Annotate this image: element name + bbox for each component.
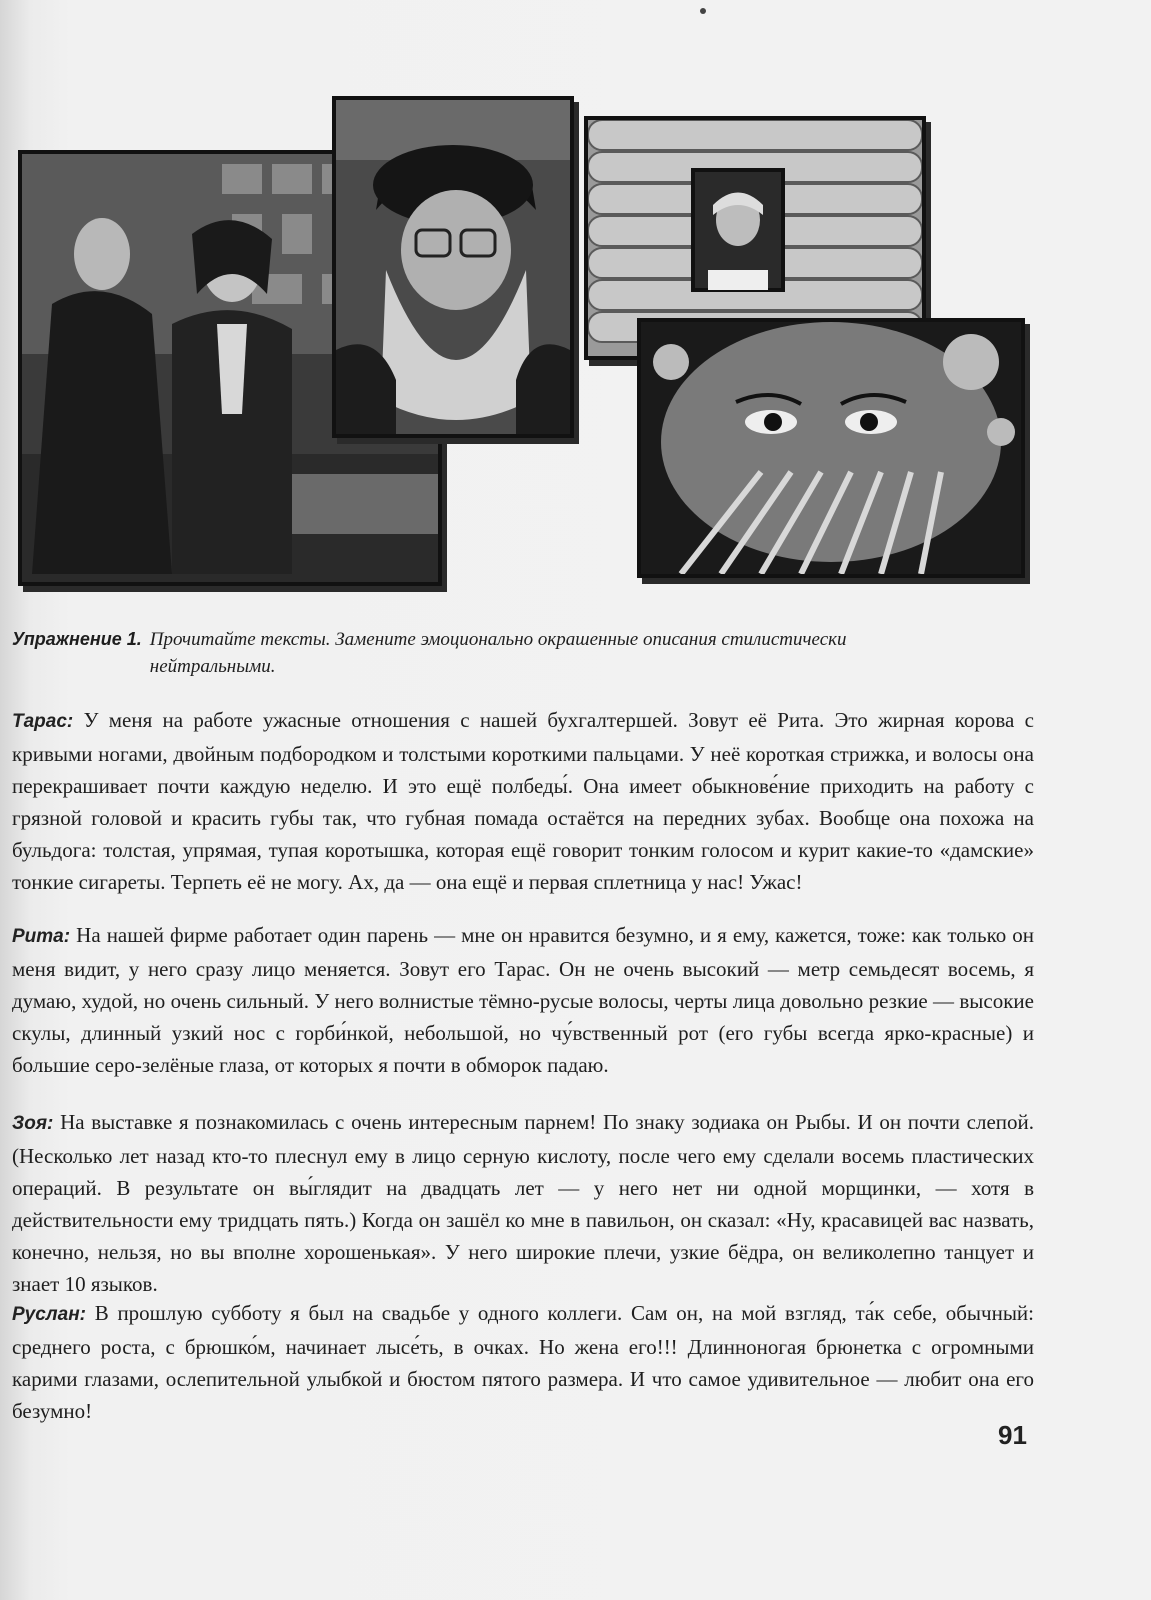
speaker-name: Руслан:	[12, 1304, 95, 1325]
photo-bearded-man	[332, 96, 574, 438]
paragraph-rita	[12, 919, 1034, 1081]
paragraph-text: В прошлую субботу я был на свадьбе у одного коллеги. Сам он, на мой взгляд, та́к себе, обычный: среднего роста, с брюшко́м, начинает лысе́ть, в очках. Но жена его!!! Длинноногая брюнетка с огромными карими глазами, ослепительной улыбкой и бюстом пятого размера. И что самое удивительное — любит она его безумно!	[12, 1301, 1034, 1423]
speaker-name: Зоя:	[12, 1113, 61, 1134]
paragraph-text: На выставке я познакомилась с очень интересным парнем! По знаку зодиака он Рыбы. И он почти слепой. (Несколько лет назад кто-то плеснул ему в лицо серную кислоту, после чего ему сделали восемь пластических операций. В результате он вы́глядит на двадцать лет — у него нет ни одной морщинки, — хотя в действительности ему тридцать пять.) Когда он зашёл ко мне в павильон, он сказал: «Ну, красавицей вас назвать, конечно, нельзя, но вы вполне хорошенькая». У него широкие плечи, узкие бёдра, он великолепно танцует и знает 10 языков.	[12, 1110, 1034, 1296]
paragraph-text: На нашей фирме работает один парень — мне он нравится безумно, и я ему, кажется, тоже: как только он меня видит, у него сразу лицо меняется. Зовут его Тарас. Он не очень высокий — метр семьдесят восемь, я думаю, худой, но очень сильный. У него волнистые тёмно-русые волосы, черты лица довольно резкие — высокие скулы, длинный узкий нос с горби́нкой, небольшой, но чу́вственный рот (его губы всегда ярко-красные) и большие серо-зелёные глаза, от которых я почти в обморок падаю.	[12, 923, 1034, 1077]
paragraph-text: У меня на работе ужасные отношения с нашей бухгалтершей. Зовут её Рита. Это жирная корова с кривыми ногами, двойным подбородком и толстыми короткими пальцами. У неё короткая стрижка, и волосы она перекрашивает почти каждую неделю. И это ещё полбеды́. Она имеет обыкнове́ние приходить на работу с грязной головой и красить губы так, что губная помада остаётся на передних зубах. Вообще она похожа на бульдога: толстая, упрямая, тупая коротышка, которая ещё говорит тонким голосом и курит какие-то «дамские» тонкие сигареты. Терпеть её не могу. Ах, да — она ещё и первая сплетница у нас! Ужас!	[12, 708, 1034, 894]
speaker-name: Тарас:	[12, 711, 84, 732]
exercise-label: Упражнение 1.	[12, 629, 142, 649]
speaker-name: Рита:	[12, 926, 77, 947]
printer-mark	[700, 8, 706, 14]
paragraph-zoya	[12, 1106, 1034, 1300]
paragraph-taras	[12, 704, 1034, 898]
exercise-instruction-line-1: Прочитайте тексты. Замените эмоционально окрашенные описания стилистически	[149, 629, 847, 650]
exercise-instruction-line-2: нейтральными.	[149, 656, 276, 677]
paragraph-ruslan	[12, 1297, 1034, 1427]
page-number: 91	[998, 1420, 1027, 1450]
exercise-heading	[12, 626, 1037, 680]
photo-woman-with-fan	[637, 318, 1025, 578]
